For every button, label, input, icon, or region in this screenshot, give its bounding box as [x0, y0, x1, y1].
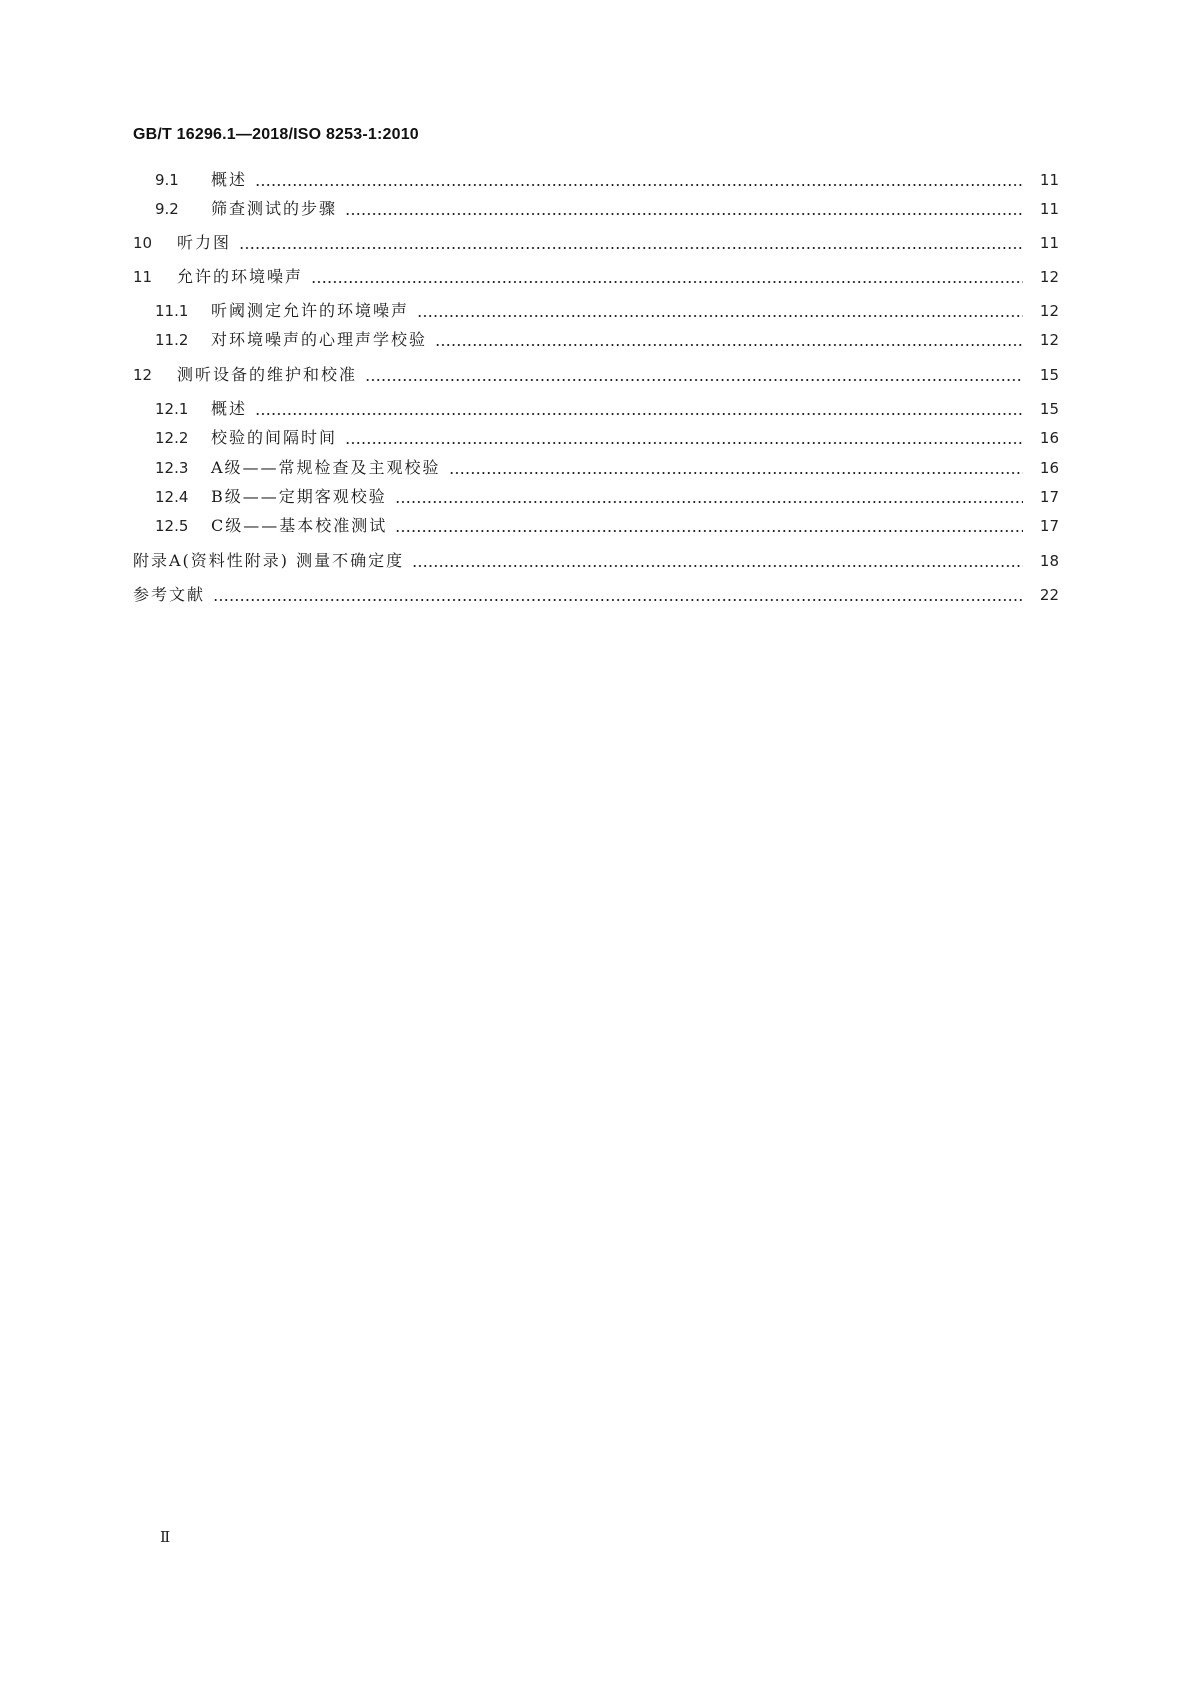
dot-leader: [255, 184, 1023, 186]
dot-leader: [311, 281, 1023, 283]
toc-entry-page: 12: [1039, 331, 1059, 349]
toc-entry-number: 11: [133, 268, 153, 286]
standard-code: GB/T 16296.1—2018/ISO 8253-1:2010: [133, 126, 419, 143]
toc-entry-title: 概述: [211, 170, 248, 189]
toc-entry-number: 10: [133, 234, 153, 252]
toc-entry-number: 12.4: [155, 488, 189, 506]
toc-entry-title: 听阈测定允许的环境噪声: [211, 301, 410, 320]
toc-entry-title: 附录A(资料性附录) 测量不确定度: [133, 551, 405, 570]
dot-leader: [365, 379, 1023, 381]
toc-entry-page: 15: [1039, 366, 1059, 384]
dot-leader: [345, 213, 1023, 215]
toc-entry-number: 12.1: [155, 400, 189, 418]
toc-entry-title: 概述: [211, 399, 248, 418]
toc-entry[interactable]: [133, 485, 1059, 509]
page-number: Ⅱ: [160, 1528, 171, 1546]
toc-entry-title: 校验的间隔时间: [211, 428, 338, 447]
toc-entry-number: 12.5: [155, 517, 189, 535]
dot-leader: [345, 442, 1023, 444]
dot-leader: [213, 599, 1023, 601]
toc-entry[interactable]: [133, 426, 1059, 450]
toc-entry-title: C级——基本校准测试: [211, 516, 388, 535]
toc-entry-title: B级——定期客观校验: [211, 487, 387, 506]
dot-leader: [435, 344, 1023, 346]
toc-entry[interactable]: [133, 168, 1059, 192]
dot-leader: [395, 530, 1023, 532]
toc-entry[interactable]: [133, 197, 1059, 221]
toc-entry-title: 允许的环境噪声: [177, 267, 304, 286]
toc-entry-page: 16: [1039, 429, 1059, 447]
toc-entry-page: 11: [1039, 234, 1059, 252]
toc-entry[interactable]: [133, 514, 1059, 538]
toc-entry-page: 11: [1039, 200, 1059, 218]
toc-entry-number: 12.3: [155, 459, 189, 477]
toc-entry-page: 17: [1039, 488, 1059, 506]
toc-entry-title: 参考文献: [133, 585, 206, 604]
toc-entry-number: 9.2: [155, 200, 179, 218]
toc-entry-page: 12: [1039, 302, 1059, 320]
toc-entry-bibliography[interactable]: [133, 583, 1059, 607]
toc-entry[interactable]: [133, 231, 1059, 255]
toc-entry-page: 12: [1039, 268, 1059, 286]
toc-entry-title: 听力图: [177, 233, 232, 252]
dot-leader: [239, 247, 1023, 249]
dot-leader: [255, 413, 1023, 415]
document-header: [133, 126, 419, 144]
dot-leader: [412, 565, 1023, 567]
toc-entry-page: 16: [1039, 459, 1059, 477]
toc-entry-number: 11.1: [155, 302, 189, 320]
toc-entry-page: 15: [1039, 400, 1059, 418]
toc-entry[interactable]: [133, 456, 1059, 480]
toc-entry[interactable]: [133, 265, 1059, 289]
toc-entry-page: 18: [1039, 552, 1059, 570]
toc-entry-page: 17: [1039, 517, 1059, 535]
toc-entry-number: 12: [133, 366, 153, 384]
toc-entry-number: 12.2: [155, 429, 189, 447]
toc-entry[interactable]: [133, 299, 1059, 323]
toc-entry-number: 9.1: [155, 171, 179, 189]
toc-entry-title: 对环境噪声的心理声学校验: [211, 330, 428, 349]
toc-entry-page: 22: [1039, 586, 1059, 604]
dot-leader: [449, 472, 1023, 474]
toc-entry-title: 测听设备的维护和校准: [177, 365, 358, 384]
toc-entry-appendix[interactable]: [133, 549, 1059, 573]
toc-entry-page: 11: [1039, 171, 1059, 189]
toc-entry[interactable]: [133, 397, 1059, 421]
dot-leader: [395, 501, 1023, 503]
toc-entry-title: 筛查测试的步骤: [211, 199, 338, 218]
toc-entry[interactable]: [133, 363, 1059, 387]
toc-entry-title: A级——常规检查及主观校验: [211, 458, 441, 477]
dot-leader: [417, 315, 1023, 317]
toc-entry[interactable]: [133, 328, 1059, 352]
toc-entry-number: 11.2: [155, 331, 189, 349]
